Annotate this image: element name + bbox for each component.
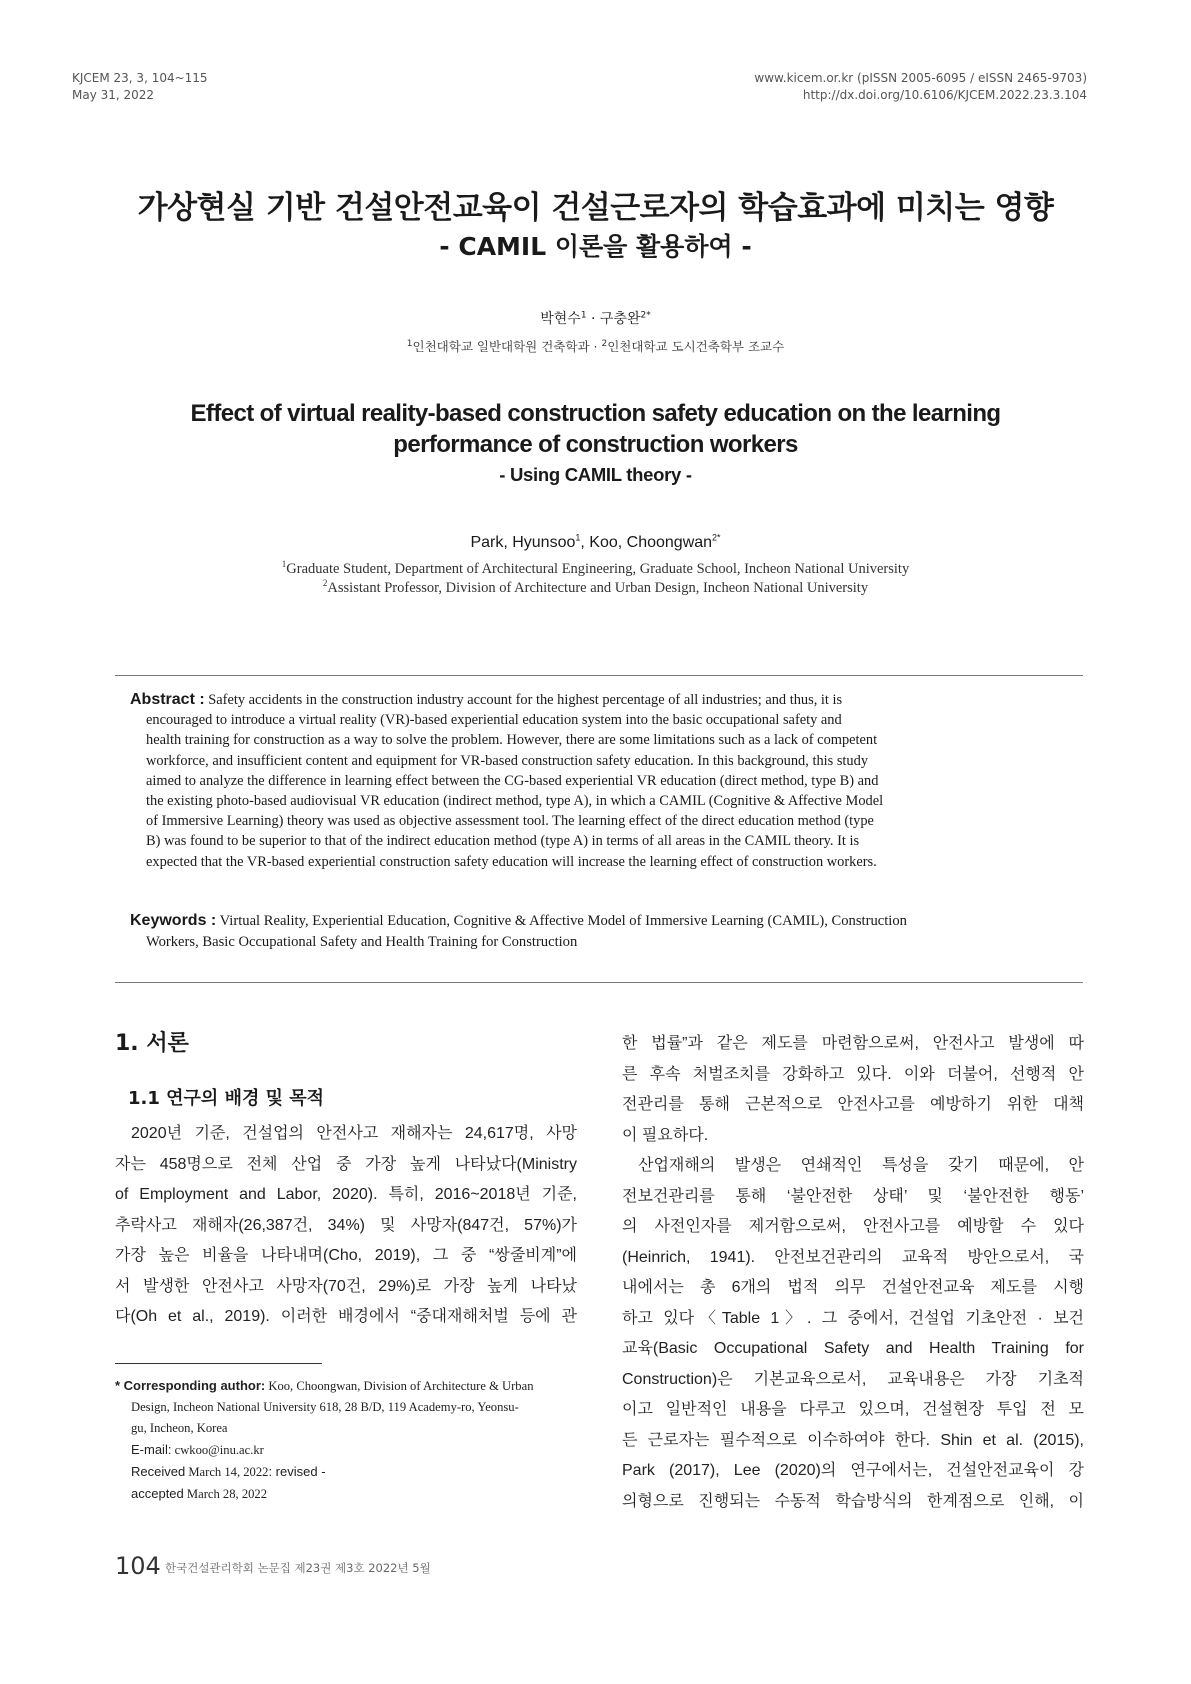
author-1-sup: 1 [580, 310, 587, 321]
affil-en-2 [0, 579, 1191, 598]
footnote-line [115, 1461, 577, 1483]
keywords [130, 910, 1065, 953]
affil-2-korean: 인천대학교 도시건축학부 조교수 [607, 339, 785, 354]
section-heading: 1. 서론 [115, 1031, 189, 1056]
abstract-line: of Immersive Learning) theory was used as objective assessment tool. The learning effect of the direct education method (type [146, 813, 874, 830]
abstract-line: workforce, and insufficient content and equipment for VR-based construction safety education. In this background, this study [146, 752, 869, 769]
running-header-left [72, 70, 208, 104]
keywords-line [130, 910, 1065, 932]
body-line: 전보건관리를 통해 ‘불안전한 상태’ 및 ‘불안전한 행동’ [622, 1187, 1084, 1205]
body-line: 산업재해의 발생은 연쇄적인 특성을 갖기 때문에, 안 [638, 1157, 1084, 1174]
footnote-text: Koo, Choongwan, Division of Architecture & Urban [265, 1379, 534, 1393]
email-label: E-mail: [131, 1442, 172, 1457]
author-1-english: Park, Hyunsoo [470, 534, 576, 551]
abstract-line: aimed to analyze the difference in learning effect between the CG-based experiential VR education (direct method, type B) and [146, 772, 879, 789]
revised-label: : revised - [268, 1464, 326, 1479]
body-line: Construction)은 기본교육으로서, 교육내용은 가장 기초적 [622, 1370, 1084, 1388]
paper-subtitle-korean: - CAMIL 이론을 활용하여 - [439, 232, 752, 261]
author-2-sup: 2* [640, 310, 651, 321]
abstract-text: Safety accidents in the construction industry account for the highest percentage of all industries; and thus, it is [204, 692, 843, 708]
author-1-en-sup: 1 [575, 532, 581, 543]
footnote-line [115, 1483, 577, 1505]
author-separator: · [586, 311, 600, 327]
body-line: 든 근로자는 필수적으로 이수하여야 한다. Shin et al. (2015), [622, 1431, 1084, 1449]
body-line: 다(Oh et al., 2019). 이러한 배경에서 “중대재해처벌 등에 관 [115, 1308, 577, 1325]
journal-citation: KJCEM 23, 3, 104~115 [72, 71, 208, 85]
authors-english [0, 532, 1191, 554]
keywords-line: Workers, Basic Occupational Safety and Health Training for Construction [146, 934, 578, 950]
paper-title-english [0, 398, 1191, 460]
body-line: 가장 높은 비율을 나타내며(Cho, 2019), 그 중 “쌍줄비계”에 [115, 1247, 577, 1264]
abstract-label: Abstract : [130, 691, 205, 708]
abstract-bottom-rule [115, 982, 1083, 983]
running-header-right [754, 70, 1087, 104]
keywords-label: Keywords : [130, 912, 217, 929]
abstract-line: health training for construction as a way to solve the problem. However, there are some limitations such as a lack of competent [146, 732, 878, 749]
body-line: 의 사전인자를 제거함으로써, 안전사고를 예방할 수 있다 [622, 1218, 1084, 1235]
received-date: March 14, 2022 [185, 1465, 269, 1479]
body-line: 전관리를 통해 근본적으로 안전사고를 예방하기 위한 대책 [622, 1096, 1084, 1113]
affil-en-1-sup: 1 [281, 559, 287, 570]
affiliations-korean [0, 338, 1191, 356]
abstract-line: the existing photo-based audiovisual VR education (indirect method, type A), in which a CAMIL (Cognitive & Affective Model [146, 793, 884, 810]
title-en-line-1: Effect of virtual reality-based construction safety education on the learning [190, 400, 1001, 427]
body-right-column [622, 1029, 1084, 1517]
abstract-top-rule [115, 675, 1083, 676]
footnote-line: Design, Incheon National University 618, 28 B/D, 119 Academy-ro, Yeonsu- [131, 1400, 519, 1414]
abstract-line: encouraged to introduce a virtual reality (VR)-based experiential education system into the basic occupational safety and [146, 712, 842, 729]
authors-korean [0, 309, 1191, 329]
accepted-date: March 28, 2022 [183, 1487, 268, 1501]
body-left-column [115, 1119, 577, 1333]
corresponding-author-footnote [115, 1375, 577, 1505]
journal-footer: 한국건설관리학회 논문집 제23권 제3호 2022년 5월 [165, 1561, 431, 1575]
body-line: 이 필요하다. [622, 1126, 709, 1144]
footnote-line [115, 1439, 577, 1461]
author-2-en-sup: 2* [712, 532, 721, 543]
subsection-heading: 1.1 연구의 배경 및 목적 [128, 1088, 325, 1109]
affil-1-korean: 인천대학교 일반대학원 건축학과 · [412, 339, 602, 354]
affil-en-2-sup: 2 [322, 578, 328, 589]
affil-2-sup: 2 [601, 338, 608, 349]
email-link[interactable]: cwkoo@inu.ac.kr [171, 1443, 264, 1457]
publication-date: May 31, 2022 [72, 88, 155, 102]
affil-en-2-text: Assistant Professor, Division of Architecture and Urban Design, Incheon National University [327, 580, 869, 596]
paper-subtitle-english: - Using CAMIL theory - [499, 464, 692, 485]
body-line: 이고 일반적인 내용을 다루고 있으며, 건설현장 투입 전 모 [622, 1401, 1084, 1418]
received-label: Received [131, 1464, 186, 1479]
affil-en-1-text: Graduate Student, Department of Architectural Engineering, Graduate School, Incheon National University [286, 561, 910, 577]
author-2-korean: 구충완 [599, 311, 641, 327]
body-line: 서 발생한 안전사고 사망자(70건, 29%)로 가장 높게 나타났 [115, 1277, 577, 1295]
affil-1-sup: 1 [406, 338, 413, 349]
body-line: 추락사고 재해자(26,387건, 34%) 및 사망자(847건, 57%)가 [115, 1216, 577, 1234]
author-2-english: Koo, Choongwan [589, 534, 713, 551]
affiliations-english [0, 560, 1191, 598]
abstract [130, 690, 1065, 872]
body-line: 2020년 기준, 건설업의 안전사고 재해자는 24,617명, 사망 [131, 1125, 577, 1142]
footnote-rule [115, 1363, 322, 1364]
body-line: 교육(Basic Occupational Safety and Health Training for [622, 1340, 1084, 1357]
accepted-label: accepted [131, 1486, 184, 1501]
body-line: 른 후속 처벌조치를 강화하고 있다. 이와 더불어, 선행적 안 [622, 1065, 1084, 1083]
body-line: 하고 있다〈Table 1〉. 그 중에서, 건설업 기초안전 · 보건 [622, 1309, 1084, 1327]
paper-title-korean: 가상현실 기반 건설안전교육이 건설근로자의 학습효과에 미치는 영향 [137, 190, 1054, 226]
body-line: 의형으로 진행되는 수동적 학습방식의 한계점으로 인해, 이 [622, 1492, 1084, 1510]
body-line: Park (2017), Lee (2020)의 연구에서는, 건설안전교육이 강 [622, 1462, 1084, 1479]
body-line: of Employment and Labor, 2020). 특히, 2016~2018년 기준, [115, 1186, 577, 1203]
body-line: 내에서는 총 6개의 법적 의무 건설안전교육 제도를 시행 [622, 1279, 1084, 1296]
author-en-separator: , [580, 534, 590, 551]
footnote-line: gu, Incheon, Korea [131, 1421, 228, 1435]
author-1-korean: 박현수 [540, 311, 581, 327]
abstract-line: B) was found to be superior to that of the indirect education method (type A) in terms of all areas in the CAMIL theory. It is [146, 833, 860, 850]
abstract-line: expected that the VR-based experiential construction safety education will increase the learning effect of construction workers. [146, 853, 877, 870]
page-number: 104 [115, 1552, 161, 1580]
corresponding-author-label: * Corresponding author: [115, 1378, 266, 1393]
footnote-line [115, 1375, 577, 1397]
body-line: 한 법률”과 같은 제도를 마련함으로써, 안전사고 발생에 따 [622, 1035, 1084, 1052]
doi-link[interactable]: http://dx.doi.org/10.6106/KJCEM.2022.23.3.104 [802, 88, 1087, 102]
body-line: (Heinrich, 1941). 안전보건관리의 교육적 방안으로서, 국 [622, 1248, 1084, 1266]
issn-line: www.kicem.or.kr (pISSN 2005-6095 / eISSN 2465-9703) [754, 71, 1087, 85]
body-line: 자는 458명으로 전체 산업 중 가장 높게 나타났다(Ministry [115, 1155, 577, 1173]
title-en-line-2: performance of construction workers [393, 431, 798, 458]
affil-en-1 [0, 560, 1191, 579]
abstract-line [130, 690, 1065, 710]
keywords-text: Virtual Reality, Experiential Education, Cognitive & Affective Model of Immersive Learning (CAMIL), Construction [216, 913, 907, 929]
